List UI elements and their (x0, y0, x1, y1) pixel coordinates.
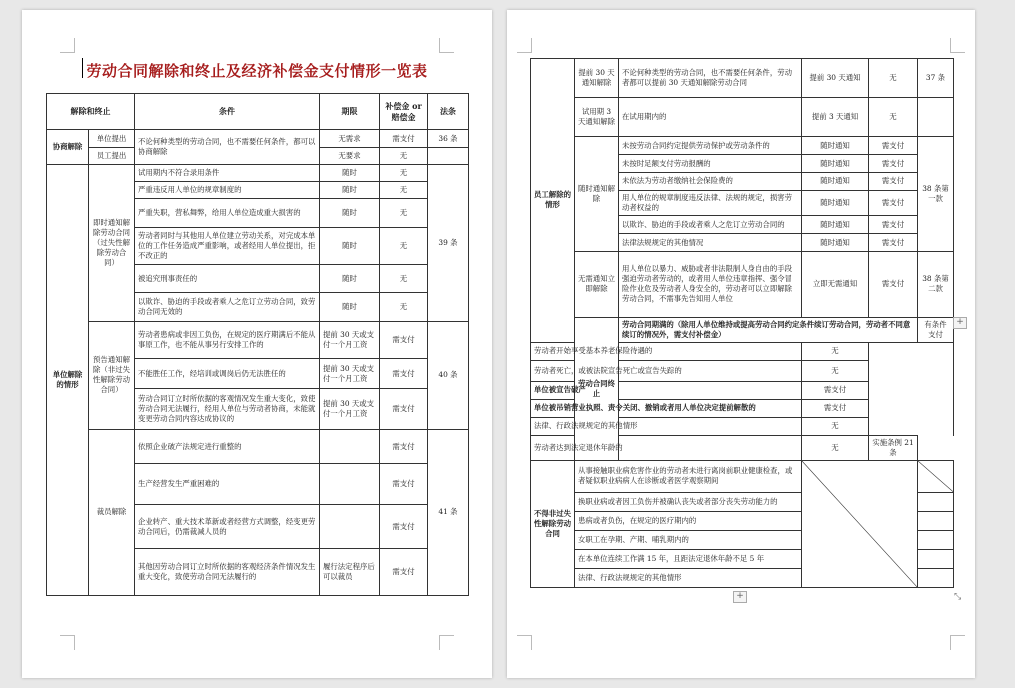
condition-cell: 依照企业破产法规定进行重整的 (135, 429, 320, 463)
compensation-cell: 需支付 (869, 252, 918, 317)
period-cell: 随时 (320, 265, 380, 293)
period-cell (320, 429, 380, 463)
compensation-cell: 无 (802, 342, 869, 360)
subcategory-cell: 即时通知解除劳动合同（过失性解除劳动合同） (89, 164, 135, 321)
table-page-2[interactable] (530, 58, 954, 588)
compensation-cell: 无 (869, 59, 918, 98)
period-cell: 立即无需通知 (802, 252, 869, 317)
compensation-cell: 需支付 (869, 137, 918, 155)
period-cell: 随时通知 (802, 190, 869, 215)
condition-cell: 未按时足额支付劳动报酬的 (619, 155, 802, 173)
compensation-cell: 需支付 (869, 190, 918, 215)
subcategory-cell: 随时通知解除 (575, 137, 619, 252)
table-row[interactable] (47, 429, 469, 463)
condition-cell: 单位被吊销营业执照、责令关闭、撤销或者用人单位决定提前解散的 (531, 399, 802, 417)
condition-cell: 单位被宣告破产 (531, 381, 802, 399)
law-cell: 实施条例 21 条 (869, 435, 918, 460)
crop-mark (439, 635, 454, 650)
compensation-cell: 需支付 (380, 464, 428, 504)
condition-cell: 不论何种类型的劳动合同，也不需要任何条件，劳动者都可以提前 30 天通知解除劳动合同 (619, 59, 802, 98)
table-row[interactable] (531, 342, 954, 360)
compensation-cell: 无 (869, 98, 918, 137)
condition-cell: 以欺诈、胁迫的手段或者乘人之危订立劳动合同，致劳动合同无效的 (135, 293, 320, 321)
condition-cell: 未依法为劳动者缴纳社会保险费的 (619, 173, 802, 191)
table-row[interactable] (47, 130, 469, 147)
compensation-cell: 需支付 (869, 216, 918, 234)
period-cell: 履行法定程序后可以裁员 (320, 549, 380, 596)
condition-cell: 劳动合同期满的（除用人单位维持或提高劳动合同约定条件续订劳动合同，劳动者不同意续订的情况外，需支付补偿金） (619, 317, 918, 342)
compensation-cell: 需支付 (802, 399, 869, 417)
crop-mark (60, 38, 75, 53)
condition-cell: 在试用期内的 (619, 98, 802, 137)
document-page-2 (507, 10, 975, 678)
section-label: 劳动合同终止 (575, 317, 619, 461)
crop-mark (950, 38, 965, 53)
diagonal-lines (802, 461, 917, 587)
law-cell (918, 98, 954, 137)
subcategory-cell: 单位提出 (89, 130, 135, 147)
condition-cell: 不论何种类型的劳动合同，也不需要任何条件，都可以协商解除 (135, 130, 320, 164)
condition-cell: 用人单位的规章制度违反法律、法规的规定，损害劳动者权益的 (619, 190, 802, 215)
compensation-cell: 无 (802, 417, 869, 435)
compensation-cell: 有条件支付 (918, 317, 954, 342)
header-cell: 解除和终止 (47, 94, 135, 130)
compensation-cell: 无 (380, 293, 428, 321)
compensation-cell: 无 (380, 265, 428, 293)
condition-cell: 法律、行政法规规定的其他情形 (531, 417, 802, 435)
condition-cell: 劳动者同时与其他用人单位建立劳动关系，对完成本单位的工作任务造成严重影响，或者经用人单位提出，拒不改正的 (135, 227, 320, 264)
period-cell: 提前 30 天或支付一个月工资 (320, 321, 380, 358)
table-row[interactable] (531, 417, 954, 435)
compensation-cell: 无 (380, 199, 428, 227)
condition-cell: 不能胜任工作，经培训或调岗后仍无法胜任的 (135, 359, 320, 389)
subcategory-cell: 裁员解除 (89, 429, 135, 595)
crop-mark (950, 635, 965, 650)
condition-cell: 试用期内不符合录用条件 (135, 164, 320, 181)
period-cell: 随时通知 (802, 216, 869, 234)
section-label: 协商解除 (47, 130, 89, 164)
header-cell: 补偿金 or 赔偿金 (380, 94, 428, 130)
period-cell: 随时通知 (802, 155, 869, 173)
condition-cell: 女职工在孕期、产期、哺乳期内的 (575, 530, 802, 549)
document-page-1 (22, 10, 492, 678)
header-cell: 条件 (135, 94, 320, 130)
law-cell (918, 530, 954, 549)
condition-cell: 未按劳动合同约定提供劳动保护或劳动条件的 (619, 137, 802, 155)
period-cell: 随时 (320, 293, 380, 321)
subcategory-cell: 试用期 3 天通知解除 (575, 98, 619, 137)
law-cell (918, 511, 954, 530)
condition-cell: 从事接触职业病危害作业的劳动者未进行离岗前职业健康检查，或者疑似职业病病人在诊断或者医学观察期间 (575, 461, 802, 493)
law-cell (918, 492, 954, 511)
period-cell: 随时通知 (802, 137, 869, 155)
condition-cell: 法律、行政法规规定的其他情形 (575, 568, 802, 587)
header-cell: 法条 (428, 94, 469, 130)
condition-cell: 严重失职，营私舞弊，给用人单位造成重大损害的 (135, 199, 320, 227)
condition-cell: 在本单位连续工作满 15 年，且距法定退休年龄不足 5 年 (575, 549, 802, 568)
compensation-cell: 需支付 (802, 381, 869, 399)
subcategory-cell: 预告通知解除（非过失性解除劳动合同） (89, 321, 135, 429)
period-cell: 随时 (320, 182, 380, 199)
period-cell: 随时 (320, 227, 380, 264)
law-cell (918, 461, 954, 493)
compensation-cell: 无 (802, 435, 869, 460)
crop-mark (517, 635, 532, 650)
law-cell: 38 条第一款 (918, 137, 954, 252)
subcategory-cell: 无需通知立即解除 (575, 252, 619, 317)
period-cell: 提前 3 天通知 (802, 98, 869, 137)
compensation-cell: 需支付 (869, 155, 918, 173)
period-cell (320, 464, 380, 504)
section-label: 员工解除的情形 (531, 59, 575, 343)
header-cell: 期限 (320, 94, 380, 130)
condition-cell: 劳动合同订立时所依据的客观情况发生重大变化，致使劳动合同无法履行，经用人单位与劳动者协商，未能就变更劳动合同内容达成协议的 (135, 389, 320, 429)
table-row[interactable] (531, 137, 954, 155)
compensation-cell: 需支付 (380, 549, 428, 596)
compensation-cell: 无 (380, 147, 428, 164)
diagonal-cell (802, 461, 918, 588)
compensation-cell: 需支付 (380, 321, 428, 358)
table-row[interactable] (531, 252, 954, 317)
condition-cell: 企业转产、重大技术革新或者经营方式调整，经变更劳动合同后，仍需裁减人员的 (135, 504, 320, 549)
period-cell: 无需求 (320, 130, 380, 147)
table-row[interactable] (531, 98, 954, 137)
document-title[interactable]: 劳动合同解除和终止及经济补偿金支付情形一览表 (86, 62, 428, 80)
compensation-cell: 无 (380, 227, 428, 264)
compensation-cell: 需支付 (380, 389, 428, 429)
table-row[interactable] (531, 435, 954, 460)
condition-cell: 换职业病或者因工负伤并被确认丧失或者部分丧失劳动能力的 (575, 492, 802, 511)
condition-cell: 严重违反用人单位的规章制度的 (135, 182, 320, 199)
condition-cell: 其他因劳动合同订立时所依据的客观经济条件情况发生重大变化，致使劳动合同无法履行的 (135, 549, 320, 596)
period-cell (320, 504, 380, 549)
period-cell: 随时通知 (802, 234, 869, 252)
law-cell: 41 条 (428, 429, 469, 595)
period-cell: 提前 30 天或支付一个月工资 (320, 389, 380, 429)
table-row[interactable] (531, 399, 954, 417)
law-cell (918, 549, 954, 568)
table-row[interactable] (531, 461, 954, 493)
compensation-cell: 无 (802, 360, 869, 381)
law-cell: 38 条第二款 (918, 252, 954, 317)
condition-cell: 被追究刑事责任的 (135, 265, 320, 293)
condition-cell: 劳动者开始享受基本养老保险待遇的 (531, 342, 802, 360)
law-cell: 39 条 (428, 164, 469, 321)
compensation-cell: 需支付 (380, 359, 428, 389)
law-cell (918, 568, 954, 587)
resize-handle-icon[interactable]: ⤡ (954, 592, 962, 602)
law-cell: 40 条 (428, 321, 469, 429)
subcategory-cell: 员工提出 (89, 147, 135, 164)
table-row[interactable] (47, 321, 469, 358)
period-cell: 随时通知 (802, 173, 869, 191)
period-cell: 随时 (320, 199, 380, 227)
crop-mark (60, 635, 75, 650)
compensation-cell: 需支付 (869, 234, 918, 252)
crop-mark (439, 38, 454, 53)
section-label: 单位解除的情形 (47, 164, 89, 595)
table-row[interactable] (531, 317, 954, 342)
period-cell: 提前 30 天通知 (802, 59, 869, 98)
condition-cell: 患病或者负伤，在规定的医疗期内的 (575, 511, 802, 530)
table-row[interactable] (531, 59, 954, 98)
add-column-button[interactable]: + (953, 317, 967, 329)
law-cell (428, 147, 469, 164)
condition-cell: 以欺诈、胁迫的手段或者乘人之危订立劳动合同的 (619, 216, 802, 234)
period-cell: 随时 (320, 164, 380, 181)
law-cell: 36 条 (428, 130, 469, 147)
condition-cell: 劳动者死亡，或被法院宣告死亡或宣告失踪的 (531, 360, 802, 381)
compensation-cell: 需支付 (380, 504, 428, 549)
section-label: 不得非过失性解除劳动合同 (531, 461, 575, 588)
condition-cell: 用人单位以暴力、威胁或者非法限制人身自由的手段强迫劳动者劳动的，或者用人单位违章指挥、强令冒险作业危及劳动者人身安全的，劳动者可以立即解除劳动合同，不需事先告知用人单位 (619, 252, 802, 317)
period-cell: 提前 30 天或支付一个月工资 (320, 359, 380, 389)
condition-cell: 劳动者达到法定退休年龄的 (531, 435, 802, 460)
condition-cell: 法律法规规定的其他情况 (619, 234, 802, 252)
table-row[interactable] (47, 164, 469, 181)
crop-mark (517, 38, 532, 53)
law-cell: 37 条 (918, 59, 954, 98)
compensation-cell: 无 (380, 182, 428, 199)
subcategory-cell: 提前 30 天通知解除 (575, 59, 619, 98)
table-page-1[interactable] (46, 93, 469, 596)
compensation-cell: 无 (380, 164, 428, 181)
condition-cell: 生产经营发生严重困难的 (135, 464, 320, 504)
compensation-cell: 需支付 (380, 130, 428, 147)
add-row-button[interactable]: + (733, 591, 747, 603)
period-cell: 无要求 (320, 147, 380, 164)
compensation-cell: 需支付 (869, 173, 918, 191)
diagonal-line (918, 461, 953, 492)
compensation-cell: 需支付 (380, 429, 428, 463)
table-header-row (47, 94, 469, 130)
condition-cell: 劳动者患病或非因工负伤，在规定的医疗期满后不能从事原工作，也不能从事另行安排工作的 (135, 321, 320, 358)
